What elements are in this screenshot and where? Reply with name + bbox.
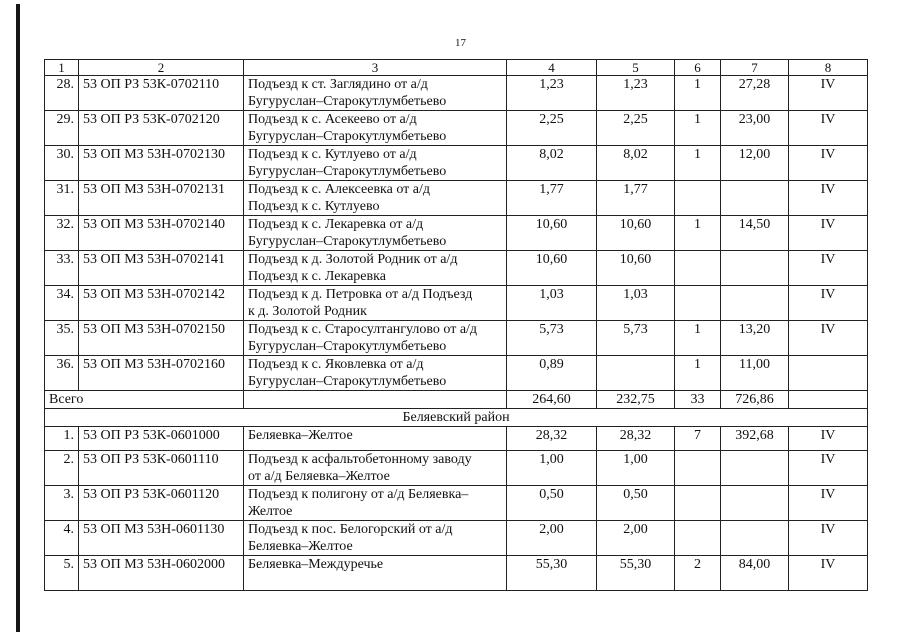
value-col4: 10,60 xyxy=(507,216,597,251)
value-col6: 1 xyxy=(675,356,721,391)
value-col4: 2,25 xyxy=(507,111,597,146)
total-row xyxy=(45,391,868,409)
road-code: 53 ОП МЗ 53Н-0702130 xyxy=(79,146,244,181)
total-col6: 33 xyxy=(675,391,721,409)
road-name: Подъезд к пос. Белогорский от а/д Беляевка–Желтое xyxy=(244,521,507,556)
value-col5: 55,30 xyxy=(597,556,675,591)
road-name: Подъезд к с. Алексеевка от а/д Подъезд к с. Кутлуево xyxy=(244,181,507,216)
road-category: IV xyxy=(789,146,868,181)
column-header: 3 xyxy=(244,60,507,76)
value-col4: 1,77 xyxy=(507,181,597,216)
road-category: IV xyxy=(789,286,868,321)
value-col7: 84,00 xyxy=(721,556,789,591)
value-col4: 1,03 xyxy=(507,286,597,321)
value-col5: 5,73 xyxy=(597,321,675,356)
column-header: 4 xyxy=(507,60,597,76)
column-header: 6 xyxy=(675,60,721,76)
row-number: 2. xyxy=(45,451,79,486)
column-header: 7 xyxy=(721,60,789,76)
value-col5: 1,03 xyxy=(597,286,675,321)
road-code: 53 ОП МЗ 53Н-0702141 xyxy=(79,251,244,286)
value-col7: 23,00 xyxy=(721,111,789,146)
road-code: 53 ОП МЗ 53Н-0702131 xyxy=(79,181,244,216)
value-col6 xyxy=(675,181,721,216)
roads-table xyxy=(44,59,868,591)
road-name: Подъезд к с. Кутлуево от а/д Бугуруслан–Старокутлумбетьево xyxy=(244,146,507,181)
total-col7: 726,86 xyxy=(721,391,789,409)
column-header: 8 xyxy=(789,60,868,76)
table-row xyxy=(45,146,868,181)
value-col6: 1 xyxy=(675,216,721,251)
road-name: Подъезд к с. Яковлевка от а/д Бугуруслан–Старокутлумбетьево xyxy=(244,356,507,391)
table-row xyxy=(45,181,868,216)
table-row xyxy=(45,427,868,451)
value-col4: 2,00 xyxy=(507,521,597,556)
road-name: Подъезд к ст. Заглядино от а/д Бугуруслан–Старокутлумбетьево xyxy=(244,76,507,111)
table-row xyxy=(45,76,868,111)
table-row xyxy=(45,251,868,286)
value-col6 xyxy=(675,521,721,556)
road-code: 53 ОП МЗ 53Н-0702140 xyxy=(79,216,244,251)
road-code: 53 ОП МЗ 53Н-0702142 xyxy=(79,286,244,321)
value-col5: 8,02 xyxy=(597,146,675,181)
table-row xyxy=(45,556,868,591)
value-col6: 1 xyxy=(675,146,721,181)
section-title: Беляевский район xyxy=(45,409,868,427)
row-number: 4. xyxy=(45,521,79,556)
row-number: 29. xyxy=(45,111,79,146)
road-category: IV xyxy=(789,486,868,521)
road-name: Подъезд к полигону от а/д Беляевка– Желтое xyxy=(244,486,507,521)
value-col7 xyxy=(721,181,789,216)
row-number: 30. xyxy=(45,146,79,181)
row-number: 1. xyxy=(45,427,79,451)
road-name: Беляевка–Желтое xyxy=(244,427,507,451)
value-col4: 10,60 xyxy=(507,251,597,286)
value-col6: 1 xyxy=(675,321,721,356)
road-category: IV xyxy=(789,76,868,111)
value-col6 xyxy=(675,286,721,321)
road-name: Беляевка–Междуречье xyxy=(244,556,507,591)
column-header: 1 xyxy=(45,60,79,76)
section-header-row xyxy=(45,409,868,427)
total-col5: 232,75 xyxy=(597,391,675,409)
row-number: 33. xyxy=(45,251,79,286)
value-col5: 0,50 xyxy=(597,486,675,521)
value-col5: 2,25 xyxy=(597,111,675,146)
value-col4: 28,32 xyxy=(507,427,597,451)
road-category: IV xyxy=(789,251,868,286)
road-category: IV xyxy=(789,111,868,146)
value-col5: 10,60 xyxy=(597,216,675,251)
total-empty-cell xyxy=(244,391,507,409)
column-header: 2 xyxy=(79,60,244,76)
road-code: 53 ОП МЗ 53Н-0601130 xyxy=(79,521,244,556)
road-name: Подъезд к д. Петровка от а/д Подъезд к д. Золотой Родник xyxy=(244,286,507,321)
row-number: 28. xyxy=(45,76,79,111)
value-col4: 55,30 xyxy=(507,556,597,591)
value-col7 xyxy=(721,286,789,321)
value-col4: 8,02 xyxy=(507,146,597,181)
value-col4: 1,23 xyxy=(507,76,597,111)
value-col6: 1 xyxy=(675,76,721,111)
road-category: IV xyxy=(789,321,868,356)
road-category: IV xyxy=(789,556,868,591)
road-name: Подъезд к с. Старосултангулово от а/д Бугуруслан–Старокутлумбетьево xyxy=(244,321,507,356)
total-label: Всего xyxy=(45,391,244,409)
table-row xyxy=(45,486,868,521)
value-col6 xyxy=(675,451,721,486)
table-row xyxy=(45,451,868,486)
value-col6: 1 xyxy=(675,111,721,146)
road-category: IV xyxy=(789,427,868,451)
road-code: 53 ОП МЗ 53Н-0702150 xyxy=(79,321,244,356)
value-col7: 14,50 xyxy=(721,216,789,251)
column-header: 5 xyxy=(597,60,675,76)
row-number: 5. xyxy=(45,556,79,591)
row-number: 3. xyxy=(45,486,79,521)
value-col4: 5,73 xyxy=(507,321,597,356)
value-col6 xyxy=(675,486,721,521)
table-header-row xyxy=(45,60,868,76)
value-col7: 27,28 xyxy=(721,76,789,111)
scan-edge-line xyxy=(16,4,20,632)
road-name: Подъезд к с. Лекаревка от а/д Бугуруслан–Старокутлумбетьево xyxy=(244,216,507,251)
value-col7 xyxy=(721,486,789,521)
total-col8 xyxy=(789,391,868,409)
value-col5: 10,60 xyxy=(597,251,675,286)
value-col7 xyxy=(721,451,789,486)
value-col5: 28,32 xyxy=(597,427,675,451)
value-col5 xyxy=(597,356,675,391)
total-col4: 264,60 xyxy=(507,391,597,409)
road-code: 53 ОП МЗ 53Н-0602000 xyxy=(79,556,244,591)
value-col4: 0,50 xyxy=(507,486,597,521)
road-code: 53 ОП МЗ 53Н-0702160 xyxy=(79,356,244,391)
road-code: 53 ОП РЗ 53К-0702110 xyxy=(79,76,244,111)
road-category: IV xyxy=(789,181,868,216)
road-category xyxy=(789,356,868,391)
table-row xyxy=(45,521,868,556)
value-col5: 1,00 xyxy=(597,451,675,486)
value-col7 xyxy=(721,521,789,556)
value-col6: 2 xyxy=(675,556,721,591)
row-number: 31. xyxy=(45,181,79,216)
value-col4: 0,89 xyxy=(507,356,597,391)
road-code: 53 ОП РЗ 53К-0601120 xyxy=(79,486,244,521)
road-code: 53 ОП РЗ 53К-0601000 xyxy=(79,427,244,451)
value-col5: 1,23 xyxy=(597,76,675,111)
road-code: 53 ОП РЗ 53К-0601110 xyxy=(79,451,244,486)
road-name: Подъезд к с. Асекеево от а/д Бугуруслан–Старокутлумбетьево xyxy=(244,111,507,146)
value-col7: 13,20 xyxy=(721,321,789,356)
page-number: 17 xyxy=(455,37,466,49)
value-col4: 1,00 xyxy=(507,451,597,486)
value-col5: 2,00 xyxy=(597,521,675,556)
value-col7: 12,00 xyxy=(721,146,789,181)
row-number: 34. xyxy=(45,286,79,321)
road-name: Подъезд к асфальтобетонному заводу от а/д Беляевка–Желтое xyxy=(244,451,507,486)
table-row xyxy=(45,286,868,321)
table-row xyxy=(45,321,868,356)
value-col7 xyxy=(721,251,789,286)
value-col7: 11,00 xyxy=(721,356,789,391)
value-col6 xyxy=(675,251,721,286)
road-category: IV xyxy=(789,451,868,486)
table-row xyxy=(45,216,868,251)
table-row xyxy=(45,356,868,391)
row-number: 35. xyxy=(45,321,79,356)
road-category: IV xyxy=(789,216,868,251)
road-category: IV xyxy=(789,521,868,556)
value-col5: 1,77 xyxy=(597,181,675,216)
road-name: Подъезд к д. Золотой Родник от а/д Подъезд к с. Лекаревка xyxy=(244,251,507,286)
row-number: 36. xyxy=(45,356,79,391)
value-col6: 7 xyxy=(675,427,721,451)
table-row xyxy=(45,111,868,146)
road-code: 53 ОП РЗ 53К-0702120 xyxy=(79,111,244,146)
value-col7: 392,68 xyxy=(721,427,789,451)
row-number: 32. xyxy=(45,216,79,251)
